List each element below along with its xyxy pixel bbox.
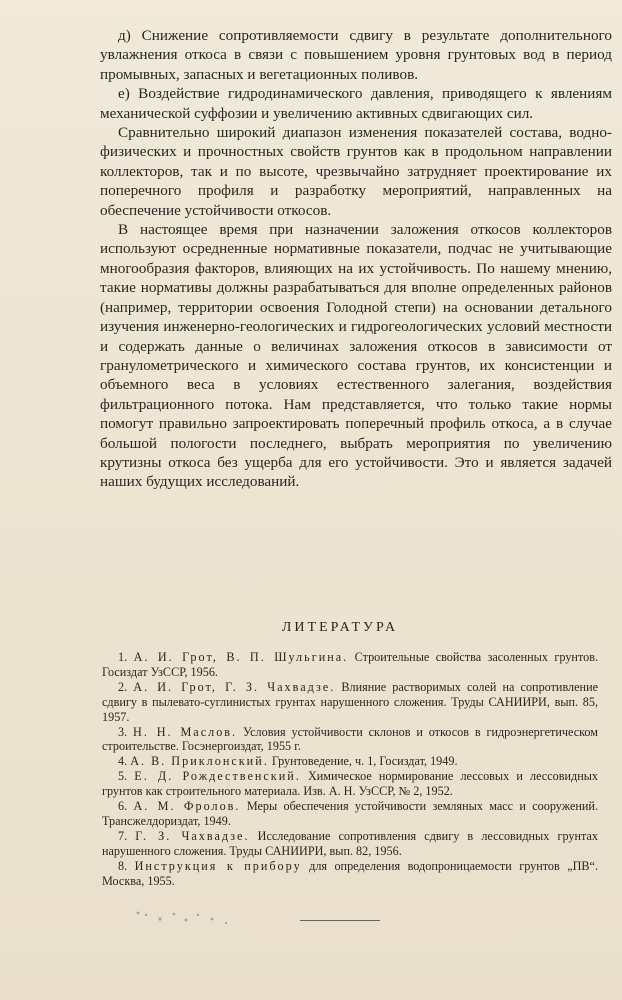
reference-item	[102, 650, 598, 680]
reference-text: для определения водопроницаемости грунтов „ПВ“. Москва, 1955.	[102, 858, 599, 888]
reference-item	[102, 799, 598, 829]
references-heading: ЛИТЕРАТУРА	[281, 620, 399, 635]
paragraph-e: е) Воздействие гидродинамического давления, приводящего к явлениям механической суффозии и увеличению активных сдвигающих сил.	[100, 85, 612, 122]
reference-number: 3.	[118, 724, 128, 739]
reference-number: 5.	[118, 769, 128, 784]
reference-text: Влияние растворимых солей на сопротивление сдвигу в пылевато-суглинистых грунтах нарушенного сложения. Труды САНИИРИ, вып. 85, 1957.	[102, 679, 598, 724]
reference-item	[102, 769, 598, 799]
reference-authors: А. И. Грот, Г. З. Чахвадзе.	[133, 679, 336, 694]
reference-number: 8.	[118, 858, 128, 873]
reference-item	[102, 859, 598, 889]
reference-item	[102, 754, 598, 769]
reference-authors: Г. З. Чахвадзе.	[135, 828, 250, 843]
reference-number: 4.	[118, 754, 128, 769]
paragraph-d: д) Снижение сопротивляемости сдвигу в результате дополнительного увлажнения откоса в связи с повышением уровня грунтовых вод в период промывных, запасных и вегетационных поливов.	[100, 27, 612, 83]
reference-authors: Инструкция к прибору	[134, 858, 302, 873]
reference-text: Строительные свойства засоленных грунтов. Госиздат УзССР, 1956.	[102, 650, 599, 679]
reference-number: 7.	[118, 828, 128, 843]
reference-text: Меры обеспечения устойчивости земляных масс и сооружений. Трансжелдориздат, 1949.	[102, 799, 598, 828]
reference-authors: А. М. Фролов.	[133, 799, 241, 814]
reference-text: Условия устойчивости склонов и откосов в гидроэнергетическом строительстве. Госэнергоиздат, 1955 г.	[102, 724, 598, 754]
references-list	[102, 650, 598, 889]
reference-text: Исследование сопротивления сдвигу в лессовидных грунтах нарушенного сложения. Труды САНИИРИ, вып. 82, 1956.	[102, 828, 599, 858]
reference-item	[102, 680, 598, 725]
paragraph-present: В настоящее время при назначении заложения откосов коллекторов используют осредненные нормативные показатели, подчас не учитывающие многообразия факторов, влияющих на их устойчивость. По нашему мнению, такие нормативы должны разрабатываться для вполне определенных районов (например, территории освоения Голодной степи) на основании детального изучения инженерно-геологических и гидрогеологических условий местности и содержать данные о величинах заложения откосов в зависимости от гранулометрического и химического состава грунтов, их консистенции и объемного веса в условиях естественного залегания, воздействия фильтрационного потока. Нам представляется, что только такие нормы помогут правильно запроектировать поперечный профиль откоса, а в случае большой пологости последнего, выбрать мероприятия по увеличению крутизны откоса без ущерба для его устойчивости. Это и является задачей наших будущих исследований.	[100, 221, 612, 491]
paragraph-range: Сравнительно широкий диапазон изменения показателей состава, водно-физических и прочностных свойств грунтов как в продольном направлении коллекторов, так и по высоте, чрезвычайно затрудняет проектирование их поперечного профиля и разработку мероприятий, направленных на обеспечение устойчивости откосов.	[100, 124, 612, 219]
reference-number: 2.	[118, 679, 128, 694]
footer-rule	[300, 920, 380, 921]
reference-authors: А. В. Приклонский.	[130, 754, 269, 769]
reference-authors: Н. Н. Маслов.	[133, 724, 238, 739]
reference-number: 1.	[118, 650, 128, 664]
reference-item	[102, 829, 598, 859]
ink-smudge	[130, 905, 250, 929]
reference-text: Грунтоведение, ч. 1, Госиздат, 1949.	[271, 754, 458, 769]
reference-authors: А. И. Грот, В. П. Шульгина.	[133, 650, 349, 664]
reference-authors: Е. Д. Рождественский.	[134, 769, 301, 784]
body-text	[100, 26, 612, 492]
reference-item	[102, 725, 598, 755]
reference-number: 6.	[118, 799, 128, 814]
reference-text: Химическое нормирование лессовых и лессовидных грунтов как строительного материала. Изв. А. Н. УзССР, № 2, 1952.	[102, 769, 599, 799]
